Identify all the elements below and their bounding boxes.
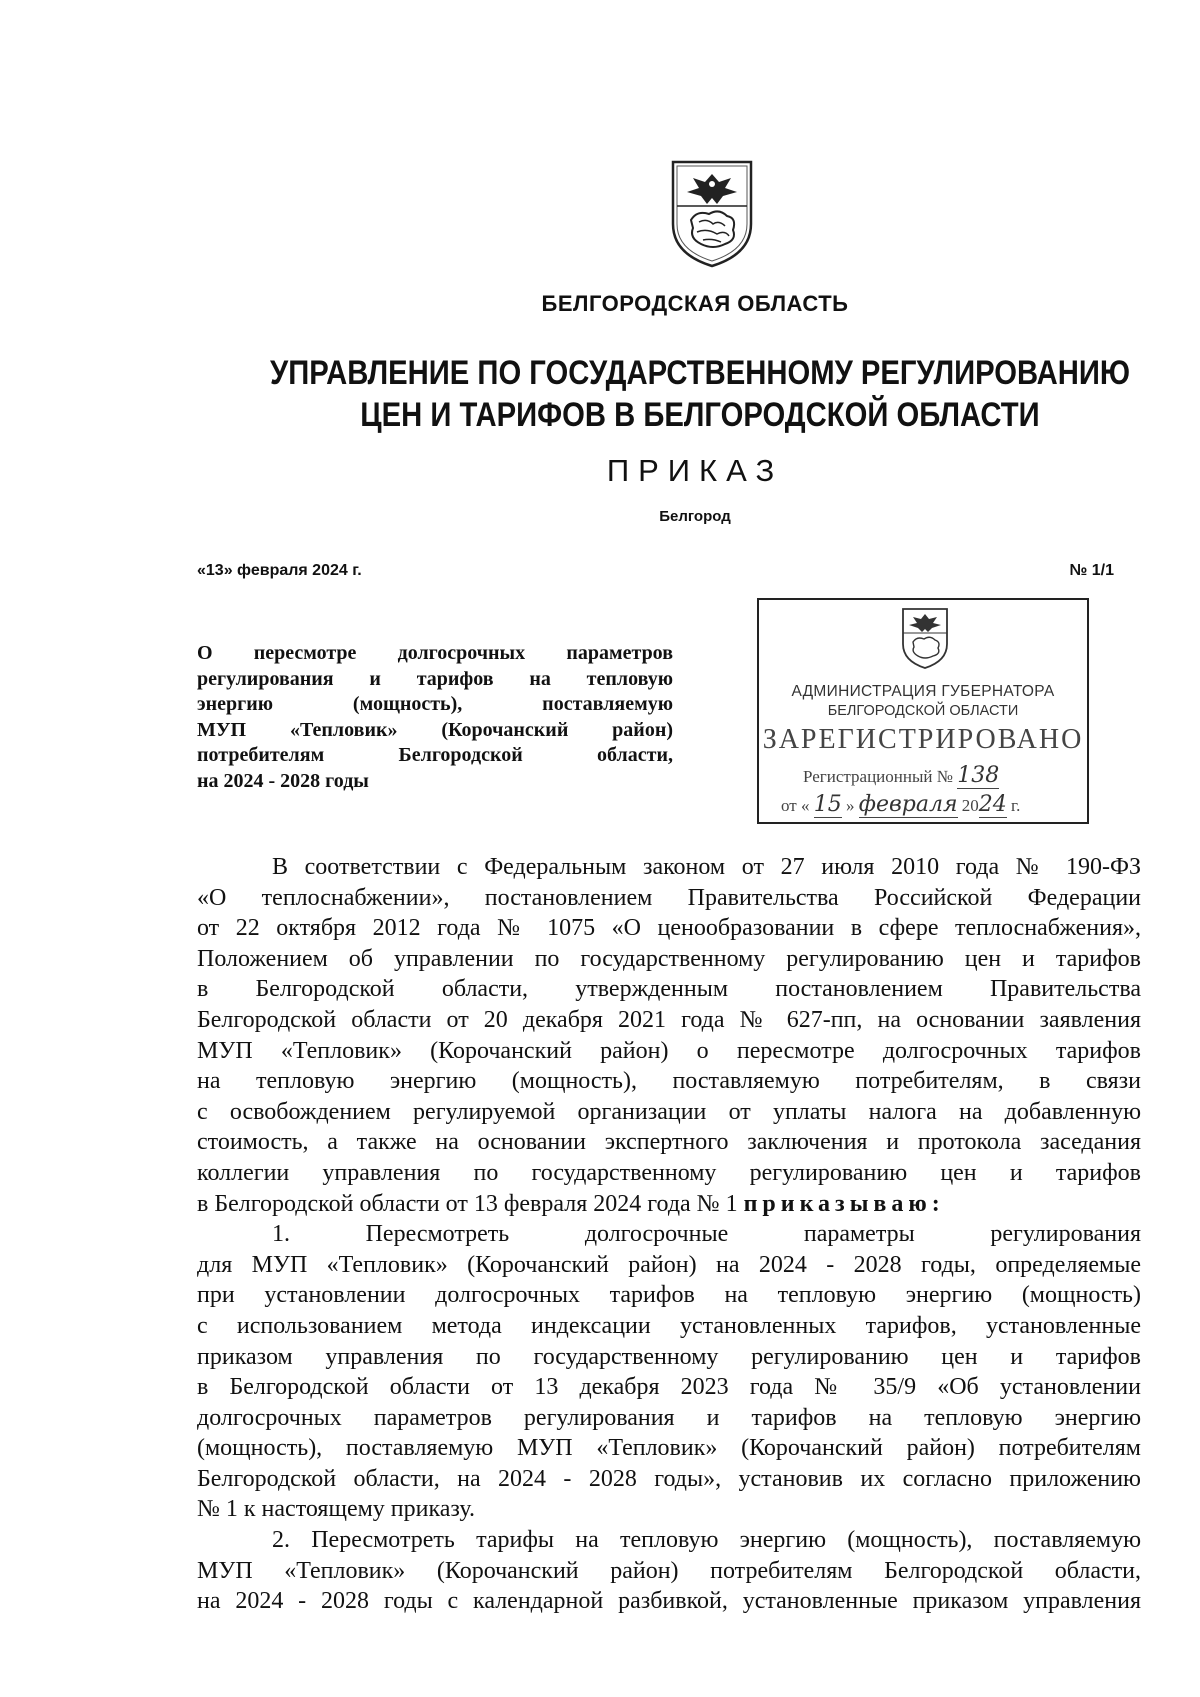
subject-line: О пересмотре долгосрочных параметров — [197, 642, 673, 664]
stamp-date-prefix: от « — [781, 796, 810, 815]
item-1-line: 1. Пересмотреть долгосрочные параметры регулирования — [272, 1221, 1141, 1248]
stamp-date-month: февраля — [858, 792, 958, 817]
agency-title — [270, 352, 1130, 436]
body-line: с освобождением регулируемой организации от уплаты налога на добавленную — [197, 1098, 1141, 1125]
body-line: от 22 октября 2012 года № 1075 «О ценообразовании в сфере теплоснабжения», — [197, 915, 1141, 942]
body-line: в Белгородской области, утвержденным постановлением Правительства — [197, 976, 1141, 1003]
item-1-line: при установлении долгосрочных тарифов на тепловую энергию (мощность) — [197, 1282, 1141, 1309]
agency-title-line-1: УПРАВЛЕНИЕ ПО ГОСУДАРСТВЕННОМУ РЕГУЛИРОВАНИЮ — [270, 354, 1131, 392]
item-1-line: (мощность), поставляемую МУП «Тепловик» (Корочанский район) потребителям — [197, 1435, 1141, 1462]
stamp-emblem-icon — [899, 606, 951, 670]
region-title: БЕЛГОРОДСКАЯ ОБЛАСТЬ — [541, 291, 849, 316]
stamp-reg-number: 138 — [957, 763, 1000, 788]
subject-line: энергию (мощность), поставляемую — [197, 693, 673, 715]
body-line: МУП «Тепловик» (Корочанский район) о пересмотре долгосрочных тарифов — [197, 1037, 1141, 1064]
coat-of-arms-emblem — [667, 158, 757, 270]
body-line: «О теплоснабжении», постановлением Правительства Российской Федерации — [197, 884, 1141, 911]
body-line: на тепловую энергию (мощность), поставляемую потребителям, в связи — [197, 1068, 1141, 1095]
body-line: коллегии управления по государственному регулированию цен и тарифов — [197, 1159, 1141, 1186]
item-1-line: долгосрочных параметров регулирования и тарифов на тепловую энергию — [197, 1404, 1141, 1431]
item-2-line: на 2024 - 2028 годы с календарной разбивкой, установленные приказом управления — [197, 1588, 1141, 1615]
document-number: № 1/1 — [1069, 562, 1114, 579]
item-1-line: для МУП «Тепловик» (Корочанский район) на 2024 - 2028 годы, определяемые — [197, 1251, 1141, 1278]
stamp-date-suffix: г. — [1011, 796, 1021, 815]
document-subject — [197, 641, 673, 794]
stamp-registration-date — [781, 792, 1020, 817]
body-line: В соответствии с Федеральным законом от 27 июля 2010 года № 190-ФЗ — [272, 854, 1141, 880]
document-date: «13» февраля 2024 г. — [197, 562, 362, 579]
item-1-line: № 1 к настоящему приказу. — [197, 1496, 475, 1523]
body-line: стоимость, а также на основании экспертного заключения и протокола заседания — [197, 1129, 1141, 1156]
body-line: Положением об управлении по государственному регулированию цен и тарифов — [197, 945, 1141, 972]
stamp-date-mid: » — [845, 796, 855, 815]
order-basis: в Белгородской области от 13 февраля 2024 года № 1 — [197, 1190, 738, 1217]
item-2-line: МУП «Тепловик» (Корочанский район) потребителям Белгородской области, — [197, 1557, 1141, 1584]
item-1-line: Белгородской области, на 2024 - 2028 годы», установив их согласно приложению — [197, 1465, 1141, 1492]
registration-stamp — [757, 598, 1089, 824]
document-type: ПРИКАЗ — [606, 453, 784, 488]
stamp-authority-line-2: БЕЛГОРОДСКОЙ ОБЛАСТИ — [827, 703, 1019, 719]
subject-line: потребителям Белгородской области, — [197, 744, 673, 766]
body-line-order — [197, 1189, 1141, 1220]
body-line: Белгородской области от 20 декабря 2021 года № 627-пп, на основании заявления — [197, 1006, 1141, 1033]
item-2-line: 2. Пересмотреть тарифы на тепловую энергию (мощность), поставляемую — [272, 1527, 1141, 1554]
stamp-date-day: 15 — [813, 792, 842, 817]
stamp-reg-label: Регистрационный № — [803, 767, 953, 786]
stamp-registered: ЗАРЕГИСТРИРОВАНО — [762, 724, 1084, 755]
subject-line: МУП «Тепловик» (Корочанский район) — [197, 718, 673, 741]
stamp-authority-line-1: АДМИНИСТРАЦИЯ ГУБЕРНАТОРА — [791, 683, 1055, 700]
order-word: приказываю: — [743, 1190, 945, 1217]
stamp-date-year-prefix: 20 — [961, 796, 979, 815]
subject-line: на 2024 - 2028 годы — [197, 769, 369, 792]
item-1-line: приказом управления по государственному регулированию цен и тарифов — [197, 1343, 1141, 1370]
document-body — [197, 852, 1141, 1617]
stamp-registration-number — [803, 763, 999, 788]
stamp-date-year: 24 — [978, 792, 1007, 817]
city: Белгород — [659, 508, 731, 525]
agency-title-line-2: ЦЕН И ТАРИФОВ В БЕЛГОРОДСКОЙ ОБЛАСТИ — [360, 396, 1040, 434]
item-1-line: с использованием метода индексации установленных тарифов, установленные — [197, 1312, 1141, 1339]
subject-line: регулирования и тарифов на тепловую — [197, 667, 673, 690]
item-1-line: в Белгородской области от 13 декабря 2023 года № 35/9 «Об установлении — [197, 1374, 1141, 1401]
